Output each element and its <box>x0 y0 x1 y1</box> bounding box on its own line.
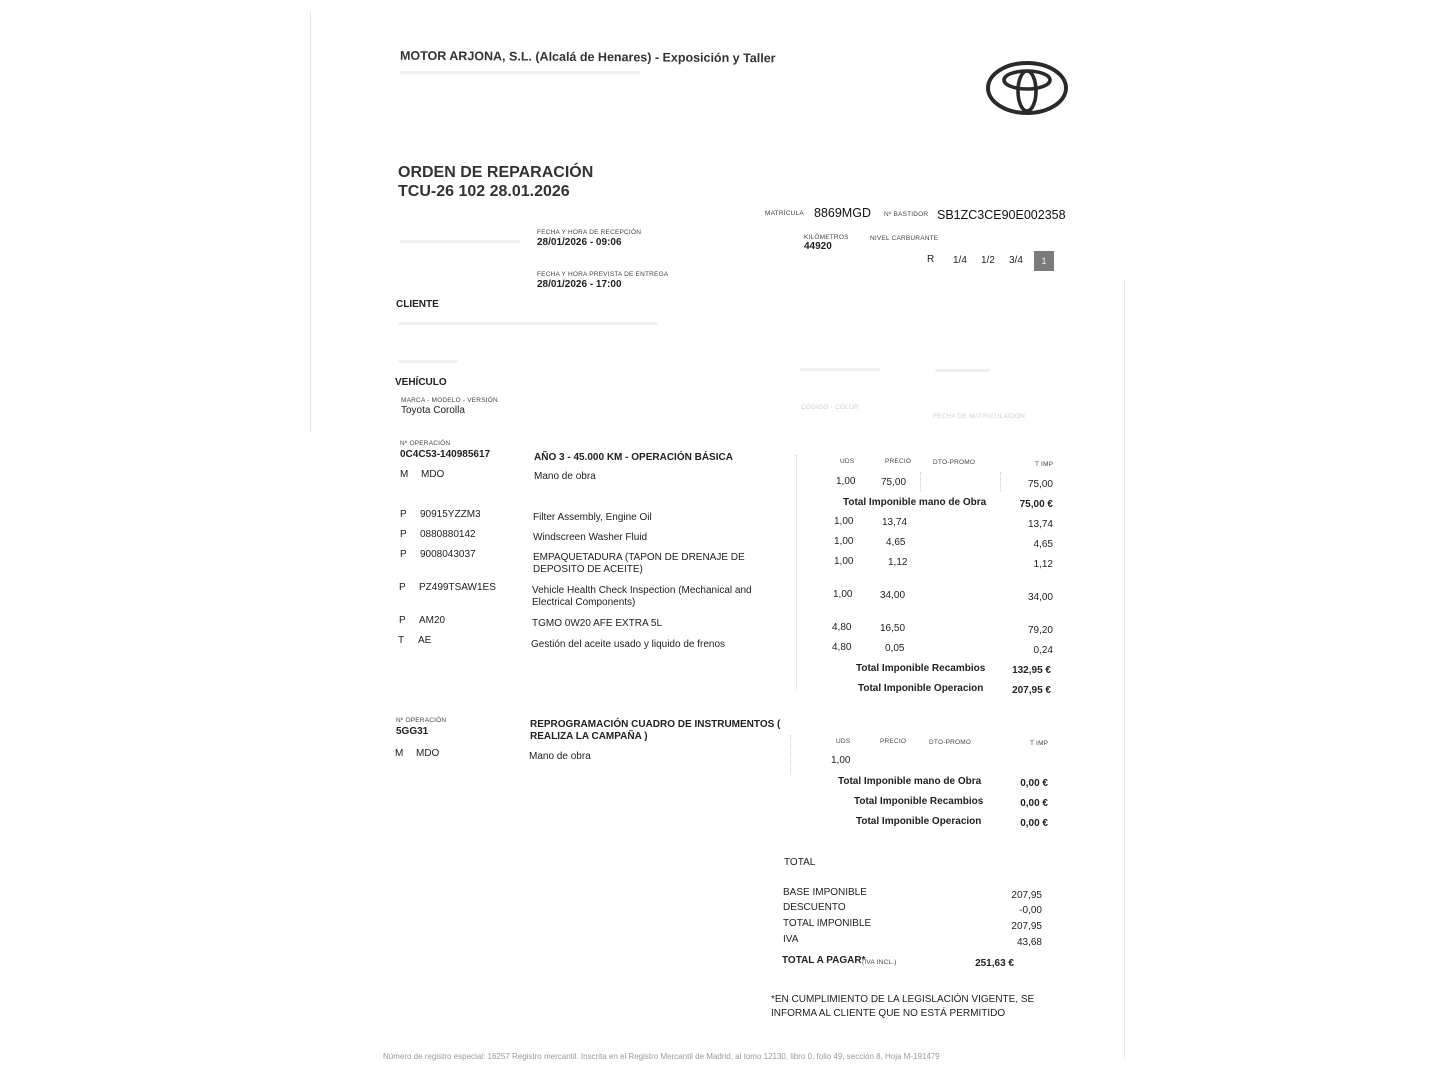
company-address-redacted <box>400 71 640 74</box>
fuel-level-r: R <box>927 254 935 265</box>
part-uds: 1,00 <box>834 536 854 547</box>
op2-op-total-label: Total Imponible Operacion <box>856 816 982 827</box>
op1-parts-total: 132,95 € <box>1012 665 1051 676</box>
op2-labour-uds: 1,00 <box>831 755 851 766</box>
col-dto: DTO-PROMO <box>933 459 976 466</box>
part-code: PZ499TSAW1ES <box>419 582 496 593</box>
column-divider <box>920 472 921 492</box>
registration-date-label: FECHA DE MATRICULACIÓN <box>933 413 1026 420</box>
part-uds: 1,00 <box>834 556 854 567</box>
vin-value: SB1ZC3CE90E002358 <box>937 208 1066 222</box>
total-a-pagar-value: 251,63 € <box>975 958 1014 969</box>
iva-label: IVA <box>783 934 799 945</box>
part-desc: TGMO 0W20 AFE EXTRA 5L <box>532 618 663 629</box>
op1-labour-imp: 75,00 <box>1027 479 1053 490</box>
legal-note-line2: INFORMA AL CLIENTE QUE NO ESTÁ PERMITIDO <box>771 1008 1006 1019</box>
redacted-client-field <box>398 360 458 363</box>
column-divider <box>790 735 791 775</box>
reception-date: 28/01/2026 - 09:06 <box>537 237 622 248</box>
part-desc-line2: Electrical Components) <box>532 597 636 608</box>
total-imponible-label: TOTAL IMPONIBLE <box>783 918 872 929</box>
fuel-level-full-selected: 1 <box>1034 251 1054 271</box>
part-type: P <box>400 529 407 540</box>
vin-label: Nº BASTIDOR <box>884 211 929 218</box>
vehicle-section-label: VEHÍCULO <box>395 377 447 388</box>
part-desc: Windscreen Washer Fluid <box>533 532 648 543</box>
descuento-value: -0,00 <box>1019 905 1042 916</box>
part-precio: 34,00 <box>880 590 906 601</box>
col-precio: PRECIO <box>880 738 907 745</box>
op1-labour-type: M <box>400 469 409 480</box>
op1-number-label: Nº OPERACIÓN <box>400 440 451 447</box>
op1-labour-uds: 1,00 <box>836 476 856 487</box>
iva-incl-note: (IVA INCL.) <box>862 959 897 966</box>
part-imp: 79,20 <box>1027 625 1053 636</box>
part-desc: Gestión del aceite usado y liquido de frenos <box>531 639 726 650</box>
fuel-level-half: 1/2 <box>981 255 995 266</box>
reception-date-label: FECHA Y HORA DE RECEPCIÓN <box>537 229 642 236</box>
op2-op-total: 0,00 € <box>1020 818 1048 829</box>
part-precio: 4,65 <box>886 537 906 548</box>
color-label: CÓDIGO - COLOR <box>801 404 860 411</box>
part-uds: 4,80 <box>832 642 852 653</box>
col-imp: T IMP <box>1035 461 1054 468</box>
op2-labour-type: M <box>395 748 404 759</box>
part-type: P <box>400 549 407 560</box>
part-imp: 1,12 <box>1033 559 1053 570</box>
document-title: ORDEN DE REPARACIÓN <box>398 164 594 181</box>
col-imp: T IMP <box>1030 740 1049 747</box>
op1-labour-code: MDO <box>421 469 445 480</box>
part-code: AE <box>418 635 432 646</box>
op1-labour-total-label: Total Imponible mano de Obra <box>843 497 987 508</box>
op2-parts-total: 0,00 € <box>1020 798 1048 809</box>
redacted-field <box>800 368 880 371</box>
scan-edge-left <box>310 12 311 432</box>
column-divider <box>1000 472 1001 492</box>
part-uds: 1,00 <box>833 589 853 600</box>
op1-op-total-label: Total Imponible Operacion <box>858 683 984 694</box>
part-type: P <box>399 582 406 593</box>
delivery-date-label: FECHA Y HORA PREVISTA DE ENTREGA <box>537 271 669 278</box>
model-value: Toyota Corolla <box>401 405 465 416</box>
order-reference: TCU-26 102 28.01.2026 <box>398 183 570 200</box>
col-dto: DTO-PROMO <box>929 739 972 746</box>
op2-labour-total: 0,00 € <box>1020 778 1048 789</box>
part-code: 90915YZZM3 <box>420 509 481 520</box>
plate-value: 8869MGD <box>814 206 871 220</box>
model-label: MARCA - MODELO - VERSIÓN <box>401 397 498 404</box>
km-label: KILÓMETROS <box>804 234 849 241</box>
descuento-label: DESCUENTO <box>783 902 846 913</box>
base-imponible-label: BASE IMPONIBLE <box>783 887 867 898</box>
op1-op-total: 207,95 € <box>1012 685 1051 696</box>
column-divider <box>796 455 797 690</box>
part-desc-line2: DEPOSITO DE ACEITE) <box>533 564 643 575</box>
col-precio: PRECIO <box>885 458 912 465</box>
part-imp: 34,00 <box>1027 592 1053 603</box>
part-imp: 13,74 <box>1027 519 1053 530</box>
registry-footer: Número de registro especial: 16257 Registro mercantil. Inscrita en el Registro Mercantil de Madrid, al tomo 12130, libro 0, folio 49, sección 8, Hoja M-191479 <box>383 1052 940 1061</box>
part-precio: 16,50 <box>880 623 906 634</box>
totals-heading: TOTAL <box>784 857 816 868</box>
col-uds: UDS <box>836 738 851 745</box>
op2-title: REPROGRAMACIÓN CUADRO DE INSTRUMENTOS ( <box>530 719 781 730</box>
part-type: P <box>400 509 407 520</box>
iva-value: 43,68 <box>1016 937 1042 948</box>
part-code: 0880880142 <box>420 529 476 540</box>
fuel-label: NIVEL CARBURANTE <box>870 235 939 242</box>
part-uds: 4,80 <box>832 622 852 633</box>
op2-title-line2: REALIZA LA CAMPAÑA ) <box>530 731 648 742</box>
redacted-field <box>400 240 520 243</box>
part-code: 9008043037 <box>420 549 476 560</box>
toyota-logo-icon <box>985 60 1069 121</box>
op2-labour-code: MDO <box>416 748 440 759</box>
part-imp: 0,24 <box>1033 645 1053 656</box>
fuel-level-three-quarter: 3/4 <box>1009 255 1023 266</box>
scan-edge-right <box>1124 280 1125 1060</box>
op1-labour-desc: Mano de obra <box>534 471 596 482</box>
redacted-field <box>935 369 990 372</box>
part-desc: EMPAQUETADURA (TAPON DE DRENAJE DE <box>533 552 745 563</box>
base-imponible-value: 207,95 <box>1011 890 1042 901</box>
op2-labour-desc: Mano de obra <box>529 751 591 762</box>
legal-note: *EN CUMPLIMIENTO DE LA LEGISLACIÓN VIGENTE, SE <box>771 994 1035 1005</box>
fuel-level-quarter: 1/4 <box>953 255 967 266</box>
total-a-pagar-label: TOTAL A PAGAR* <box>782 955 866 966</box>
op1-labour-total: 75,00 € <box>1019 499 1053 510</box>
client-section-label: CLIENTE <box>396 299 439 310</box>
part-precio: 13,74 <box>882 517 908 528</box>
total-imponible-value: 207,95 <box>1011 921 1042 932</box>
part-imp: 4,65 <box>1033 539 1053 550</box>
part-uds: 1,00 <box>834 516 854 527</box>
part-type: P <box>399 615 406 626</box>
op2-labour-total-label: Total Imponible mano de Obra <box>838 776 982 787</box>
op1-code: 0C4C53-140985617 <box>400 449 491 460</box>
op2-parts-total-label: Total Imponible Recambios <box>854 796 984 807</box>
company-name: MOTOR ARJONA, S.L. (Alcalá de Henares) - Exposición y Taller <box>399 48 776 66</box>
plate-label: MATRÍCULA <box>765 210 804 217</box>
part-type: T <box>398 635 405 646</box>
redacted-client-name <box>398 322 658 325</box>
delivery-date: 28/01/2026 - 17:00 <box>537 279 622 290</box>
op1-parts-total-label: Total Imponible Recambios <box>856 663 986 674</box>
op2-code: 5GG31 <box>396 726 429 737</box>
op2-number-label: Nº OPERACIÓN <box>396 717 447 724</box>
op1-labour-precio: 75,00 <box>881 477 907 488</box>
part-desc: Vehicle Health Check Inspection (Mechanical and <box>532 585 752 596</box>
part-precio: 1,12 <box>888 557 908 568</box>
part-code: AM20 <box>419 615 446 626</box>
op1-title: AÑO 3 - 45.000 KM - OPERACIÓN BÁSICA <box>534 452 733 463</box>
part-precio: 0,05 <box>885 643 905 654</box>
km-value: 44920 <box>804 241 832 252</box>
part-desc: Filter Assembly, Engine Oil <box>533 512 652 523</box>
col-uds: UDS <box>840 458 855 465</box>
